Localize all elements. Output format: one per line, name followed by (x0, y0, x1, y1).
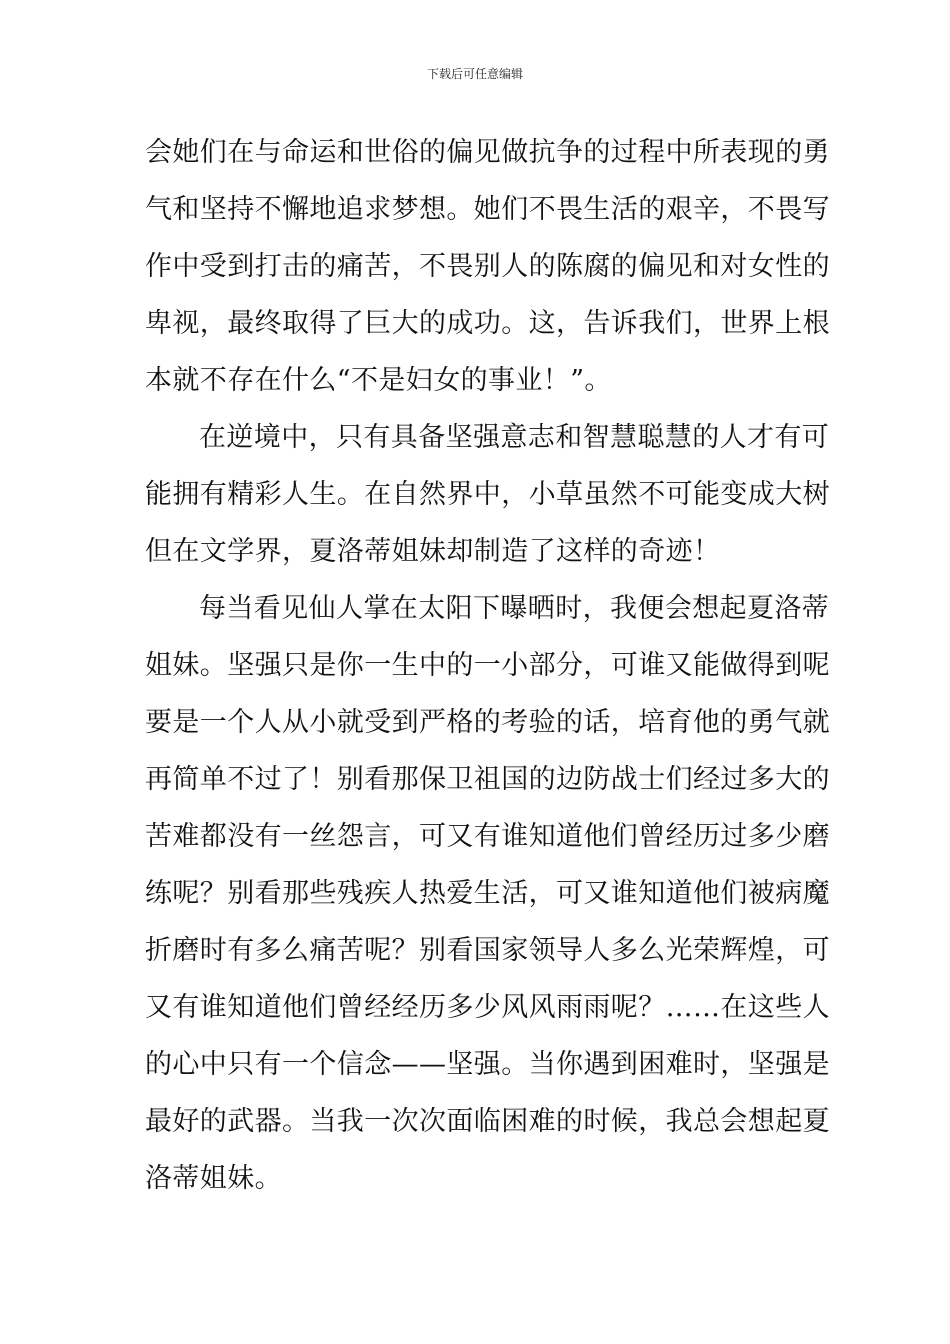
text-line: 但在文学界，夏洛蒂姐妹却制造了这样的奇迹！ (145, 536, 721, 567)
text-line: 洛蒂姐妹。 (145, 1163, 282, 1194)
text-line: 再简单不过了！别看那保卫祖国的边防战士们经过多大的 (145, 764, 830, 795)
text-line: 又有谁知道他们曾经经历多少风风雨雨呢？……在这些人 (145, 992, 830, 1023)
text-line: 作中受到打击的痛苦，不畏别人的陈腐的偏见和对女性的 (145, 251, 830, 282)
page-header: 下载后可任意编辑 (426, 67, 523, 81)
text-line: 练呢？别看那些残疾人热爱生活，可又谁知道他们被病魔 (145, 878, 830, 909)
text-line: 最好的武器。当我一次次面临困难的时候，我总会想起夏 (145, 1106, 830, 1137)
paragraph-start-line: 每当看见仙人掌在太阳下曝晒时，我便会想起夏洛蒂 (199, 593, 830, 624)
text-line: 折磨时有多么痛苦呢？别看国家领导人多么光荣辉煌，可 (145, 935, 830, 966)
text-line: 能拥有精彩人生。在自然界中，小草虽然不可能变成大树 (145, 479, 830, 510)
text-line: 本就不存在什么“不是妇女的事业！”。 (145, 365, 612, 396)
text-line: 要是一个人从小就受到严格的考验的话，培育他的勇气就 (145, 707, 830, 738)
text-line: 会她们在与命运和世俗的偏见做抗争的过程中所表现的勇 (145, 137, 830, 168)
document-body (145, 124, 830, 1207)
paragraph-start-line: 在逆境中，只有具备坚强意志和智慧聪慧的人才有可 (199, 422, 830, 453)
text-line: 姐妹。坚强只是你一生中的一小部分，可谁又能做得到呢 (145, 650, 830, 681)
text-line: 的心中只有一个信念——坚强。当你遇到困难时，坚强是 (145, 1049, 830, 1080)
text-line: 卑视，最终取得了巨大的成功。这，告诉我们，世界上根 (145, 308, 830, 339)
text-line: 气和坚持不懈地追求梦想。她们不畏生活的艰辛，不畏写 (145, 194, 830, 225)
text-line: 苦难都没有一丝怨言，可又有谁知道他们曾经历过多少磨 (145, 821, 830, 852)
